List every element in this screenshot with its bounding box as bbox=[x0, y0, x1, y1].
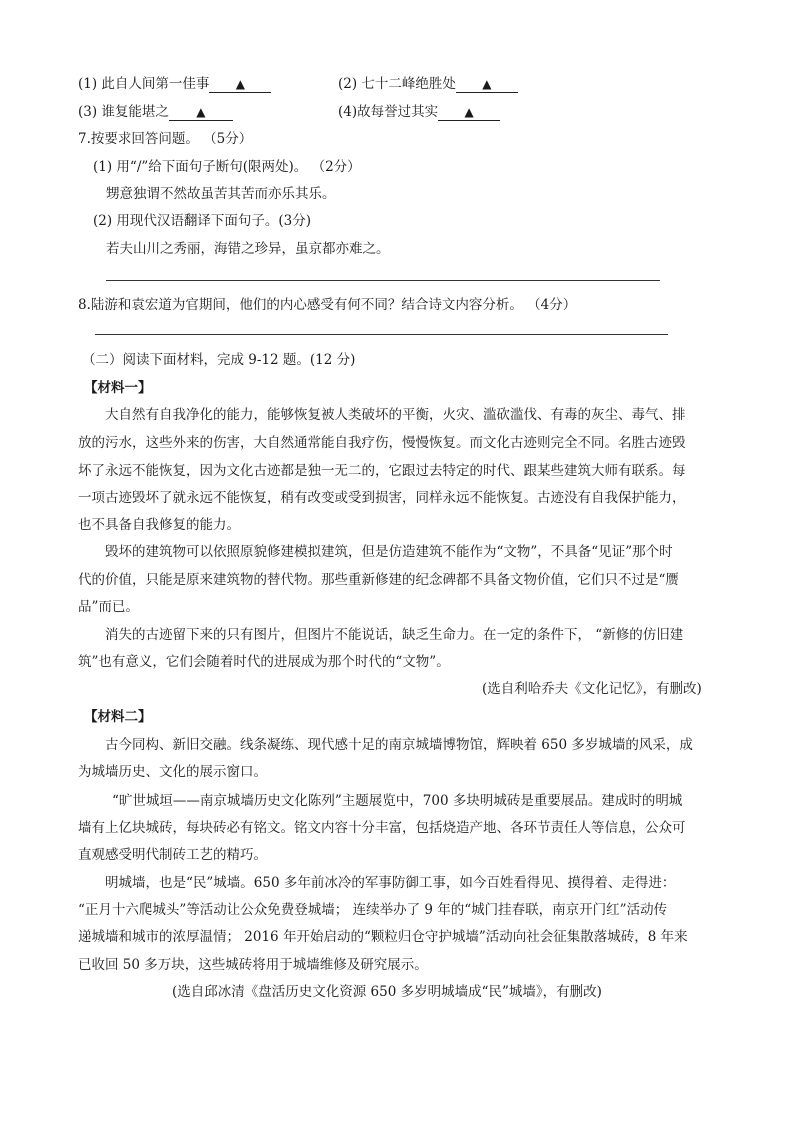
material1-line: 一项古迹毁坏了就永远不能恢复，稍有改变或受到损害，同样永远不能恢复。古迹没有自我保护能力， bbox=[78, 490, 686, 506]
material1-line: 代的价值，只能是原来建筑物的替代物。那些重新修建的纪念碑都不具备文物价值，它们只不过是“赝 bbox=[78, 572, 679, 588]
material1-line: 大自然有自我净化的能力，能够恢复被人类破坏的平衡，火灾、滥砍滥伐、有毒的灰尘、毒气、排 bbox=[105, 407, 686, 423]
fill-blank-label: (1) 此自人间第一佳事 bbox=[78, 76, 210, 92]
fill-blank-label: (4)故每誉过其实 bbox=[338, 104, 439, 120]
q8-answer-line[interactable] bbox=[95, 334, 668, 335]
triangle-marker-icon: ▲ bbox=[196, 105, 206, 119]
section2-heading: （二）阅读下面材料，完成 9-12 题。(12 分) bbox=[82, 352, 356, 368]
q7-sub2-sentence: 若夫山川之秀丽，海错之珍异，虽京都亦难之。 bbox=[106, 241, 390, 257]
material2-line: 明城墙，也是“民”城墙。650 多年前冰冷的军事防御工事，如今百姓看得见、摸得着、走得进： bbox=[105, 875, 676, 891]
fill-blank-label: (2) 七十二峰绝胜处 bbox=[338, 76, 456, 92]
answer-blank[interactable] bbox=[169, 105, 233, 121]
material1-line: 品”而已。 bbox=[78, 599, 139, 615]
q7-sub1-prompt: (1) 用“/”给下面句子断句(限两处)。 （2分） bbox=[93, 159, 361, 175]
fill-blank-label: (3) 谁复能堪之 bbox=[78, 104, 169, 120]
material2-line: “正月十六爬城头”等活动让公众免费登城墙； 连续举办了 9 年的“城门挂春联，南京开门红”活动传 bbox=[78, 902, 668, 918]
fill-blank-item-2 bbox=[338, 75, 518, 93]
material2-line: 墙有上亿块城砖，每块砖必有铭文。铭文内容十分丰富，包括烧造产地、各环节责任人等信息，公众可 bbox=[78, 820, 686, 836]
q7-sub1-sentence: 甥意独谓不然故虽苦其苦而亦乐其乐。 bbox=[106, 186, 336, 202]
fill-blank-item-3 bbox=[78, 103, 233, 121]
fill-blank-item-1 bbox=[78, 75, 271, 93]
answer-blank[interactable] bbox=[209, 77, 271, 93]
material2-line: 为城墙历史、文化的展示窗口。 bbox=[78, 764, 267, 780]
triangle-marker-icon: ▲ bbox=[464, 105, 474, 119]
fill-blank-item-4 bbox=[338, 103, 500, 121]
triangle-marker-icon: ▲ bbox=[235, 77, 246, 91]
material2-label: 【材料二】 bbox=[84, 709, 152, 725]
material1-line: 也不具备自我修复的能力。 bbox=[78, 517, 240, 533]
material2-line: “旷世城垣——南京城墙历史文化陈列”主题展览中，700 多块明城砖是重要展品。建成时的明城 bbox=[112, 793, 683, 809]
material1-line: 放的污水，这些外来的伤害，大自然通常能自我疗伤，慢慢恢复。而文化古迹则完全不同。名胜古迹毁 bbox=[78, 435, 686, 451]
q7-answer-line[interactable] bbox=[106, 280, 660, 281]
material1-line: 坏了永远不能恢复，因为文化古迹都是独一无二的，它跟过去特定的时代、跟某些建筑大师有联系。每 bbox=[78, 463, 686, 479]
material2-line: 已收回 50 多万块，这些城砖将用于城墙维修及研究展示。 bbox=[78, 957, 428, 973]
material2-line: 直观感受明代制砖工艺的精巧。 bbox=[78, 847, 267, 863]
q8-title: 8.陆游和袁宏道为官期间，他们的内心感受有何不同？结合诗文内容分析。 （4分） bbox=[78, 297, 577, 313]
q7-title: 7.按要求回答问题。 （5分） bbox=[78, 131, 253, 147]
triangle-marker-icon: ▲ bbox=[482, 77, 492, 91]
answer-blank[interactable] bbox=[456, 77, 518, 93]
material1-line: 毁坏的建筑物可以依照原貌修建模拟建筑，但是仿造建筑不能作为“文物”，不具备“见证”那个时 bbox=[105, 544, 673, 560]
material1-line: 消失的古迹留下来的只有图片，但图片不能说话，缺乏生命力。在一定的条件下， “新修的仿旧建 bbox=[105, 627, 684, 643]
material1-label: 【材料一】 bbox=[84, 380, 152, 396]
answer-blank[interactable] bbox=[438, 105, 500, 121]
material1-line: 筑”也有意义，它们会随着时代的进展成为那个时代的“文物”。 bbox=[78, 654, 450, 670]
q7-sub2-prompt: (2) 用现代汉语翻译下面句子。(3分) bbox=[93, 213, 312, 229]
material2-line: 古今同构、新旧交融。线条凝练、现代感十足的南京城墙博物馆，辉映着 650 多岁城墙的风采，成 bbox=[105, 737, 693, 753]
material2-source: (选自邱冰清《盘活历史文化资源 650 多岁明城墙成“民”城墙》，有删改) bbox=[172, 984, 602, 1000]
material2-line: 递城墙和城市的浓厚温情； 2016 年开始启动的“颗粒归仓守护城墙”活动向社会征集散落城砖，8 年来 bbox=[78, 929, 688, 945]
material1-source: (选自利哈乔夫《文化记忆》，有删改) bbox=[482, 681, 702, 697]
